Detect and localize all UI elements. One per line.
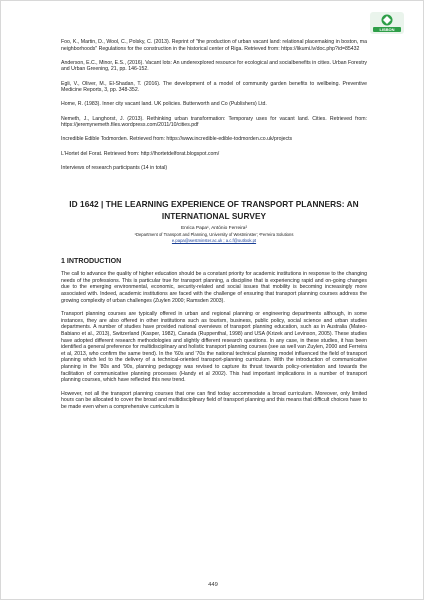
paper-authors: Enrica Papa¹, António Ferreira² bbox=[180, 226, 248, 232]
paper-title-line: ID 1642 | THE LEARNING EXPERIENCE OF TRANSPORT PLANNERS: AN bbox=[69, 199, 359, 210]
section-heading: 1 INTRODUCTION bbox=[61, 257, 122, 266]
reference-item: Egli, V., Oliver, M., El-Shadan, T. (2016). The development of a model of community garden benefits to wellbeing. Preventive Medicine Reports, 3, pp. 348-352. bbox=[61, 80, 367, 94]
paper-title-line: INTERNATIONAL SURVEY bbox=[161, 211, 267, 222]
page-number: 449 bbox=[208, 582, 218, 588]
body-paragraph: The call to advance the quality of higher education should be a constant priority for academic institutions in response to the changing needs of the professions. This is particular true for transport planning, a discipline that is experiencing rapid and on-going changes due to the emerging environmental, economic, security-related and social issues that mobility is becoming increasingly more associated with. Indeed, academic institutions are faced with the challenge of ensuring that transport planning courses address the growing complexity of urban challenges (Zuylen 2000; Ramsden 2003). bbox=[61, 271, 367, 304]
reference-item: Interviews of research participants (14 in total) bbox=[61, 164, 168, 171]
reference-item: Anderson, E.C., Minor, E.S., (2016). Vacant lots: An underexplored resource for ecological and socialbenefits in cities. Urban Forestry and Urban Greening, 21, pp. 146-152. bbox=[61, 59, 367, 73]
conference-logo bbox=[370, 12, 404, 34]
main-content bbox=[61, 39, 367, 418]
author-emails[interactable]: e.papa@westminster.ac.uk ; a.c.f@outlook.pt bbox=[171, 237, 257, 243]
reference-item: Nemeth, J., Langhorst, J. (2013). Rethinking urban transformation: Temporary uses for vacant land. Cities. Retrieved from: https://jeremynemeth.files.wordpress.com/2011/10/cities.pdf bbox=[61, 115, 367, 129]
body-paragraph: However, not all the transport planning courses that one can find today accommodate a broad curriculum. Moreover, only limited hours can be allocated to cover the broad and multidisciplinary field of transport planning and this means that difficult choices have to be made even when a comprehensive curriculum is bbox=[61, 390, 367, 410]
reference-item: Home, R. (1983). Inner city vacant land. UK policies. Butterworth and Co (Publishers) Ltd. bbox=[61, 101, 267, 108]
reference-item: L'Hortet del Forat. Retrieved from: http://lhortetdelforat.blogspot.com/ bbox=[61, 150, 220, 157]
body-paragraph: Transport planning courses are typically offered in urban and regional planning or engineering departments although, in some instances, they are also offered in other institutions such as tourism, business, public policy, social science and urban studies departments. A number of studies have provided national overviews of transport planning education, such as in Australia (Mateo-Babiano et al., 2013), Switzerland (Kasper, 1982), Canada (Ruppenthal, 1998) and USA (Krizek and Levinson, 2005). These studies have adopted different research methodologies and slightly different research questions. In any case, in these studies, it has been identified a general preference for multidisciplinary and holistic transport planning courses (see as well van Zuylen, 2000 and Ferreira et al, 2013, who confirm the same trend). In the '60s and '70s the national technical planning model influenced the field of transport planning which led to the delivery of a technical-oriented transport-planning curriculum. With the introduction of communicative planning in the '80s and '90s, planning pedagogy was revised to capture its thrust towards policy-orientation and towards the facilitation of communicative planning processes (Handy et al 2002). This had important implications in a number of transport planning courses, which have reflected this new trend. bbox=[61, 311, 367, 384]
paper-affiliations: ¹Department of Transport and Planning, University of Westminster; ²Ferreira Solutions bbox=[134, 232, 294, 238]
logo-text: LISBON bbox=[379, 27, 395, 33]
reference-item: Foo, K., Martin, D., Wool, C., Polsky, C. (2013). Reprint of "the production of urban vacant land: relational placemaking in boston, ma neighborhoods" Regulations for the construction in the historical center of Riga. Retrieved from: https://likumi.lv/doc.php?id=85432 bbox=[61, 39, 367, 52]
logo-icon bbox=[370, 12, 404, 34]
paper-title bbox=[61, 198, 367, 222]
reference-item: Incredible Edible Todmorden. Retrieved from: https://www.incredible-edible-todmorden.co.uk/projects bbox=[61, 136, 293, 143]
